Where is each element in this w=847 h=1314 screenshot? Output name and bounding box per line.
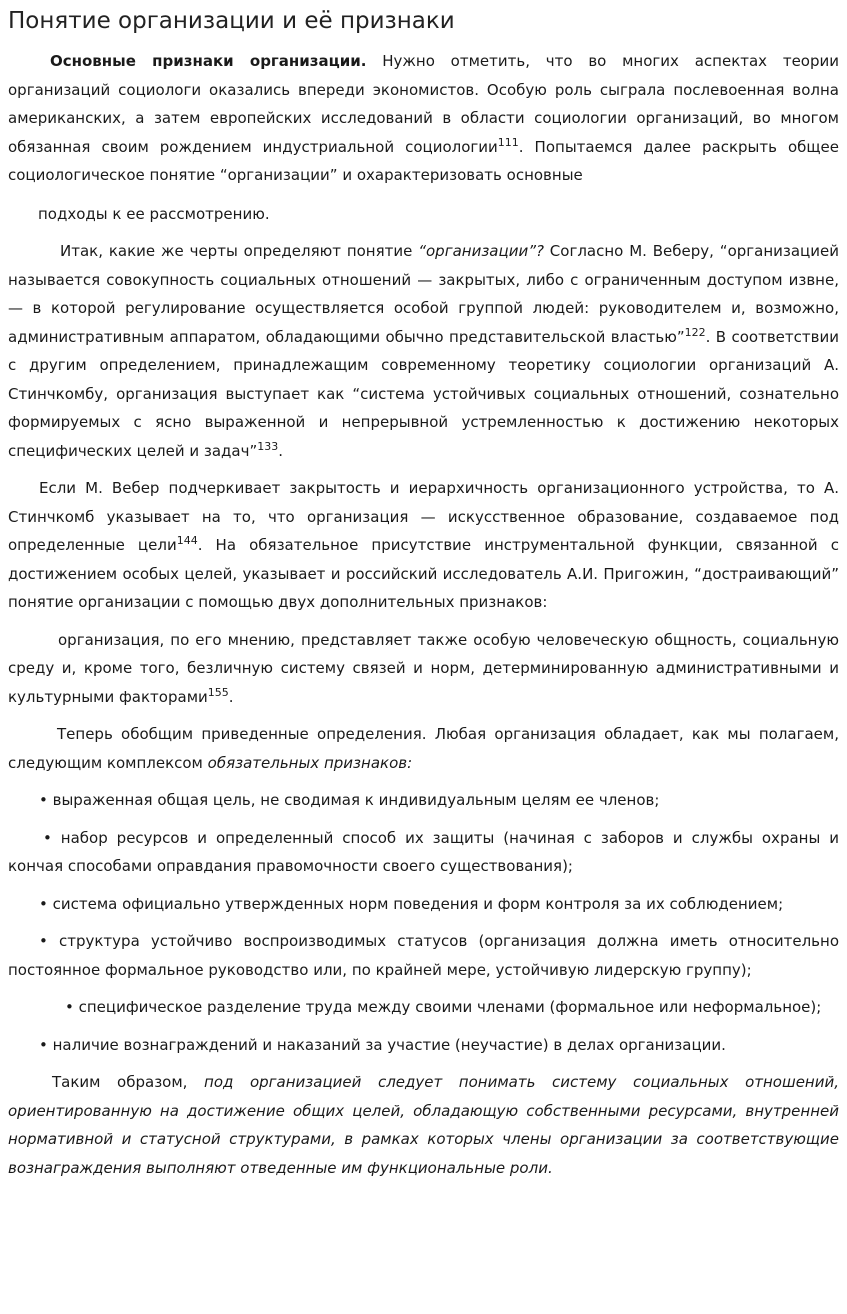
list-item: • выраженная общая цель, не сводимая к индивидуальным целям ее членов; — [39, 791, 660, 809]
list-item: • структура устойчиво воспроизводимых статусов (организация должна иметь относительно постоянное формальное руководство или, по крайней мере, устойчивую лидерскую группу); — [8, 932, 839, 979]
footnote-ref[interactable]: 133 — [257, 439, 279, 453]
paragraph-prigozhin: организация, по его мнению, представляет также особую человеческую общность, социальную среду и, кроме того, безличную систему связей и норм, детерминированную административными и культурными факторами$^{155}$. — [8, 630, 839, 706]
section-lead: Основные признаки организации. — [50, 52, 367, 70]
paragraph-intro-continued: подходы к ее рассмотрению. — [38, 204, 270, 223]
page-title: Понятие организации и её признаки — [8, 8, 455, 34]
paragraph-weber-stinchcombe: Если М. Вебер подчеркивает закрытость и иерархичность организационного устройства, то А. Стинчкомб указывает на то, что организация — искусственное образование, создаваемое под определенные цели$^{144}$. На обязательное присутствие инструментальной функции, связанной с достижением особых целей, указывает и российский исследователь А.И. Пригожин, “достраивающий” понятие организации с помощью двух дополнительных признаков: — [8, 479, 839, 611]
paragraph-generalization: Теперь обобщим приведенные определения. Любая организация обладает, как мы полагаем, следующим комплексом обязательных признаков: — [8, 725, 839, 772]
footnote-ref[interactable]: 111 — [497, 135, 519, 149]
paragraph-intro: Основные признаки организации. Нужно отметить, что во многих аспектах теории организаций социологи оказались впереди экономистов. Особую роль сыграла послевоенная волна американских, а затем европейских исследований в области социологии организаций, во многом обязанная своим рождением индустриальной социологии$^{111}$. Попытаемся далее раскрыть общее социологическое понятие “организации” и охарактеризовать основные — [8, 52, 840, 184]
footnote-ref[interactable]: 122 — [684, 325, 706, 339]
footnote-ref[interactable]: 155 — [207, 685, 229, 699]
paragraph-definitions: Итак, какие же черты определяют понятие “организации”? Согласно М. Веберу, “организацией называется совокупность социальных отношений — закрытых, либо с ограниченным доступом извне, — в которой регулирование осуществляется особой группой людей: руководителем и, возможно, административным аппаратом, обладающими обычно представительской властью”$^{122}$. В соответствии с другим определением, принадлежащим современному теоретику социологии организаций А. Стинчкомбу, организация выступает как “система устойчивых социальных отношений, сознательно формируемых с ясно выраженной и непрерывной устремленностью к достижению некоторых специфических целей и задач”$^{133}$. — [8, 242, 839, 460]
list-item: • специфическое разделение труда между своими членами (формальное или неформальное); — [65, 998, 822, 1016]
paragraph-conclusion: Таким образом, под организацией следует понимать систему социальных отношений, ориентированную на достижение общих целей, обладающую собственными ресурсами, внутренней нормативной и статусной структурами, в рамках которых члены организации за соответствующие вознаграждения выполняют отведенные им функциональные роли. — [8, 1073, 839, 1177]
list-item: • система официально утвержденных норм поведения и форм контроля за их соблюдением; — [39, 894, 784, 913]
list-item: • набор ресурсов и определенный способ их защиты (начиная с заборов и службы охраны и кончая способами оправдания правомочности своего существования); — [8, 828, 839, 875]
footnote-ref[interactable]: 144 — [176, 534, 198, 547]
list-item: • наличие вознаграждений и наказаний за участие (неучастие) в делах организации. — [39, 1035, 726, 1054]
